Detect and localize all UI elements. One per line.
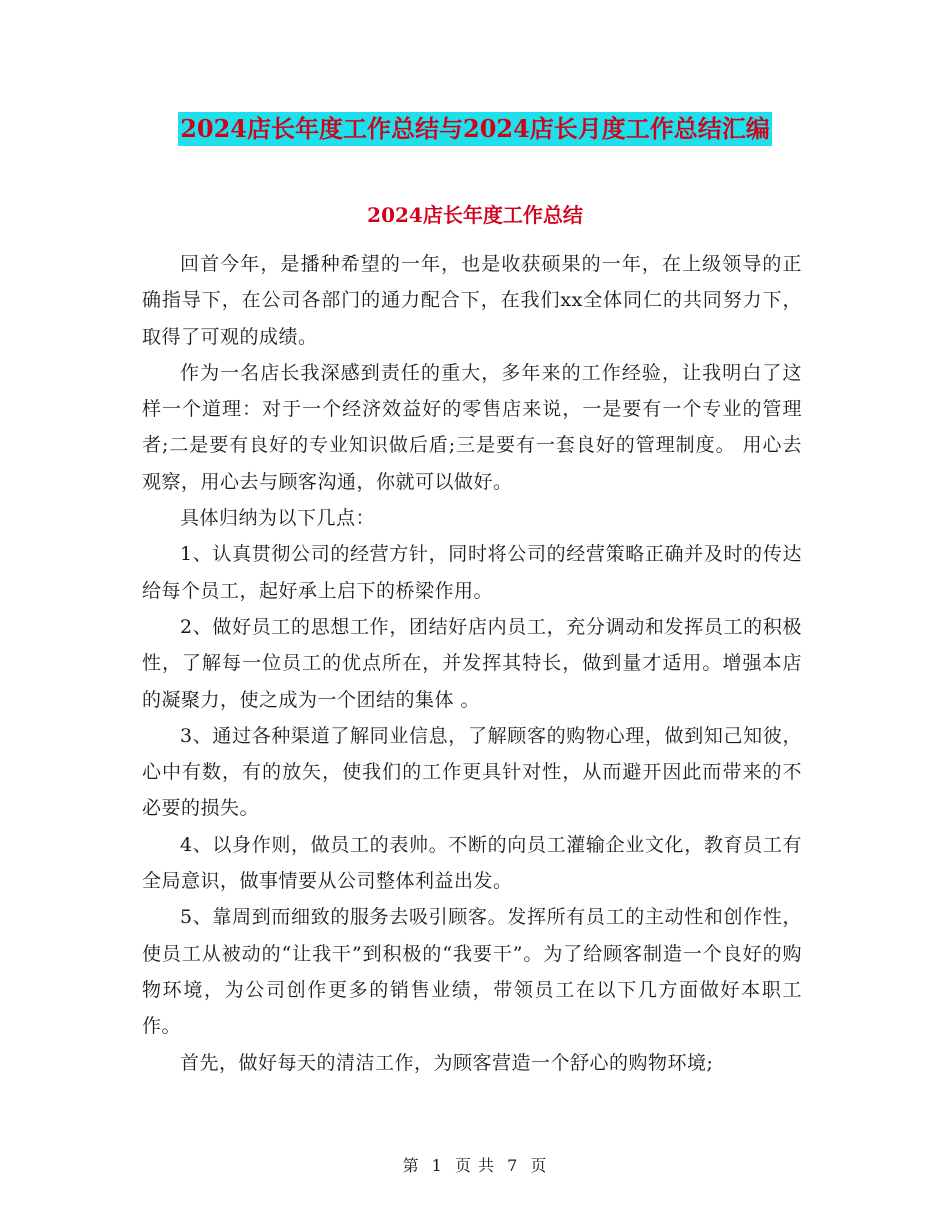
paragraph: 1、认真贯彻公司的经营方针，同时将公司的经营策略正确并及时的传达给每个员工，起好承上启下的桥梁作用。 — [142, 543, 802, 602]
paragraph: 4、以身作则，做员工的表帅。不断的向员工灌输企业文化，教育员工有全局意识，做事情要从公司整体利益出发。 — [142, 833, 802, 893]
document-body — [142, 246, 802, 1081]
footer-total-pages: 7 — [507, 1156, 519, 1175]
paragraph: 作为一名店长我深感到责任的重大，多年来的工作经验，让我明白了这样一个道理：对于一个经济效益好的零售店来说，一是要有一个专业的管理者;二是要有良好的专业知识做后盾;三是要有一套良好的管理制度。 用心去观察，用心去与顾客沟通，你就可以做好。 — [142, 361, 802, 493]
footer-prefix: 第 — [402, 1156, 420, 1175]
paragraph: 5、靠周到而细致的服务去吸引顾客。发挥所有员工的主动性和创作性，使员工从被动的“让我干”到积极的“我要干”。为了给顾客制造一个良好的购物环境，为公司创作更多的销售业绩，带领员工在以下几方面做好本职工作。 — [142, 906, 802, 1038]
paragraph: 2、做好员工的思想工作，团结好店内员工，充分调动和发挥员工的积极性，了解每一位员工的优点所在，并发挥其特长，做到量才适用。增强本店的凝聚力，使之成为一个团结的集体 。 — [142, 615, 802, 711]
section-title: 2024店长年度工作总结 — [367, 203, 583, 227]
paragraph: 具体归纳为以下几点： — [180, 507, 376, 530]
main-title: 2024店长年度工作总结与2024店长月度工作总结汇编 — [178, 112, 772, 146]
paragraph: 首先，做好每天的清洁工作，为顾客营造一个舒心的购物环境; — [180, 1051, 714, 1074]
paragraph: 3、通过各种渠道了解同业信息，了解顾客的购物心理，做到知己知彼，心中有数，有的放矢，使我们的工作更具针对性，从而避开因此而带来的不必要的损失。 — [142, 724, 802, 820]
page-footer — [0, 1154, 950, 1178]
footer-page-number: 1 — [431, 1156, 443, 1175]
footer-suffix: 页 — [530, 1156, 548, 1175]
main-title-wrapper — [0, 112, 950, 146]
footer-middle: 页 共 — [454, 1156, 496, 1175]
paragraph: 回首今年，是播种希望的一年，也是收获硕果的一年，在上级领导的正确指导下，在公司各部门的通力配合下，在我们xx全体同仁的共同努力下，取得了可观的成绩。 — [142, 253, 802, 348]
